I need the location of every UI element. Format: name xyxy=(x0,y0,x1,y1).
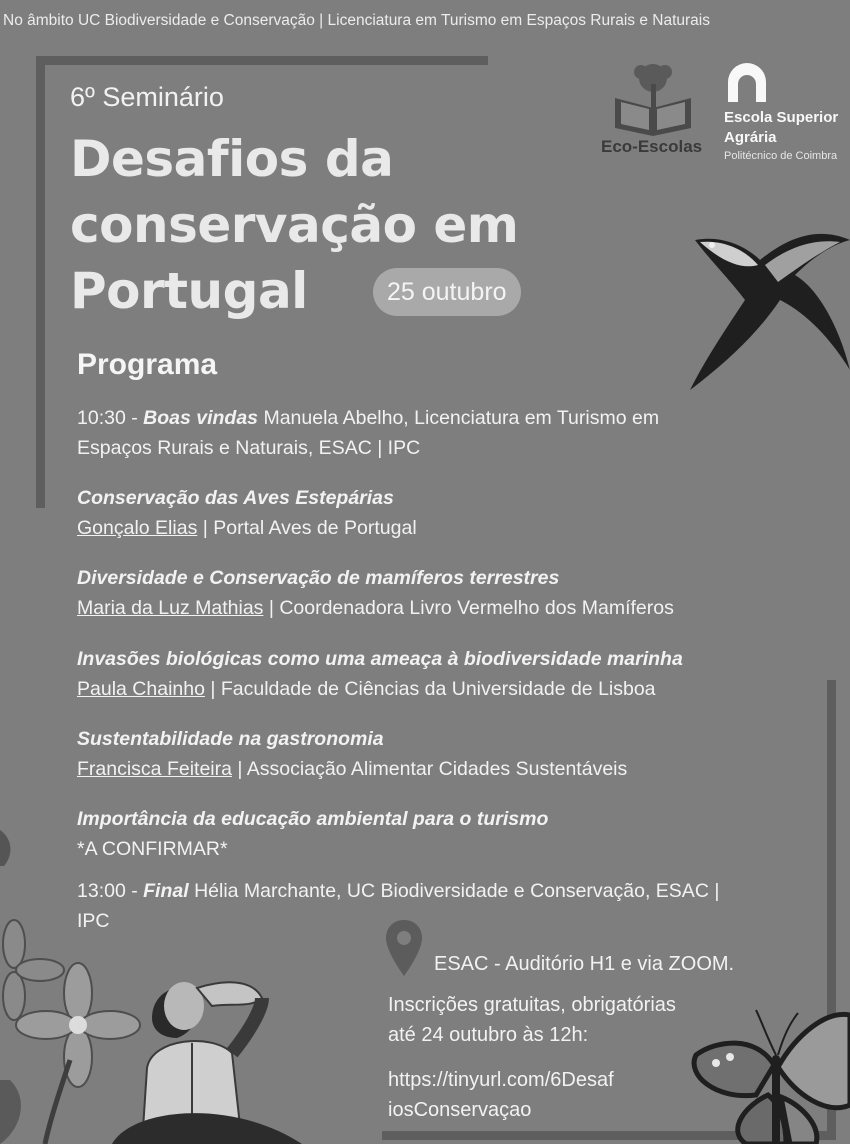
talk-title: Sustentabilidade na gastronomia xyxy=(77,728,384,750)
talk-title: Invasões biológicas como uma ameaça à biodiversidade marinha xyxy=(77,648,683,670)
speaker-link[interactable]: Maria da Luz Mathias xyxy=(77,597,264,619)
esa-name xyxy=(724,108,838,148)
education-note: *A CONFIRMAR* xyxy=(77,838,228,860)
swallow-illustration xyxy=(690,220,850,395)
registration-url-line-2[interactable]: iosConservaçao xyxy=(388,1099,532,1121)
registration-link[interactable] xyxy=(388,1065,614,1125)
talk-item xyxy=(77,724,627,784)
eco-schools-name: Eco-Escolas xyxy=(601,137,703,156)
title-line-2: conservação em xyxy=(70,196,519,254)
speaker-affiliation: | Faculdade de Ciências da Universidade de Lisboa xyxy=(204,678,656,700)
registration-url-line-1[interactable]: https://tinyurl.com/6Desaf xyxy=(388,1069,614,1091)
frame-top xyxy=(36,56,488,65)
welcome-text-1: Manuela Abelho, Licenciatura em Turismo em xyxy=(258,407,660,429)
registration-text xyxy=(388,990,676,1050)
closing-label: Final xyxy=(143,880,189,902)
title-line-3: Portugal xyxy=(70,262,308,320)
esa-logo xyxy=(724,62,770,104)
welcome-time: 10:30 - xyxy=(77,407,144,429)
talk-title: Diversidade e Conservação de mamíferos terrestres xyxy=(77,567,560,589)
talk-item xyxy=(77,563,674,623)
speaker-link[interactable]: Gonçalo Elias xyxy=(77,517,198,539)
registration-line-1: Inscrições gratuitas, obrigatórias xyxy=(388,994,676,1016)
location-pin-icon xyxy=(384,918,424,978)
speaker-link[interactable]: Paula Chainho xyxy=(77,678,205,700)
speaker-link[interactable]: Francisca Feiteira xyxy=(77,758,232,780)
venue-text: ESAC - Auditório H1 e via ZOOM. xyxy=(434,953,735,975)
seminar-number: 6º Seminário xyxy=(70,82,224,112)
esa-name-line2: Agrária xyxy=(724,129,777,146)
esa-subtitle: Politécnico de Coimbra xyxy=(724,150,838,162)
talk-title: Conservação das Aves Estepárias xyxy=(77,487,394,509)
woman-illustration xyxy=(112,958,302,1144)
date-badge: 25 outubro xyxy=(373,268,521,316)
speaker-affiliation: | Coordenadora Livro Vermelho dos Mamíferos xyxy=(263,597,674,619)
program-welcome xyxy=(77,403,659,463)
registration-line-2: até 24 outubro às 12h: xyxy=(388,1024,589,1046)
education-title: Importância da educação ambiental para o turismo xyxy=(77,808,549,830)
closing-text-1: Hélia Marchante, UC Biodiversidade e Conservação, ESAC | xyxy=(188,880,720,902)
butterfly-illustration xyxy=(686,1005,850,1144)
talk-item xyxy=(77,483,417,543)
speaker-affiliation: | Associação Alimentar Cidades Sustentáveis xyxy=(231,758,628,780)
welcome-text-2: Espaços Rurais e Naturais, ESAC | IPC xyxy=(77,437,421,459)
esa-name-line1: Escola Superior xyxy=(724,109,839,126)
talk-item xyxy=(77,644,683,704)
eco-schools-logo xyxy=(601,58,711,138)
frame-left xyxy=(36,56,45,508)
program-heading: Programa xyxy=(77,348,218,381)
speaker-affiliation: | Portal Aves de Portugal xyxy=(197,517,417,539)
context-line: No âmbito UC Biodiversidade e Conservação | Licenciatura em Turismo em Espaços Rurais e Naturais xyxy=(3,12,710,29)
closing-text-2: IPC xyxy=(77,910,110,932)
closing-time: 13:00 - xyxy=(77,880,144,902)
welcome-label: Boas vindas xyxy=(143,407,259,429)
title-line-1: Desafios da xyxy=(70,130,394,188)
